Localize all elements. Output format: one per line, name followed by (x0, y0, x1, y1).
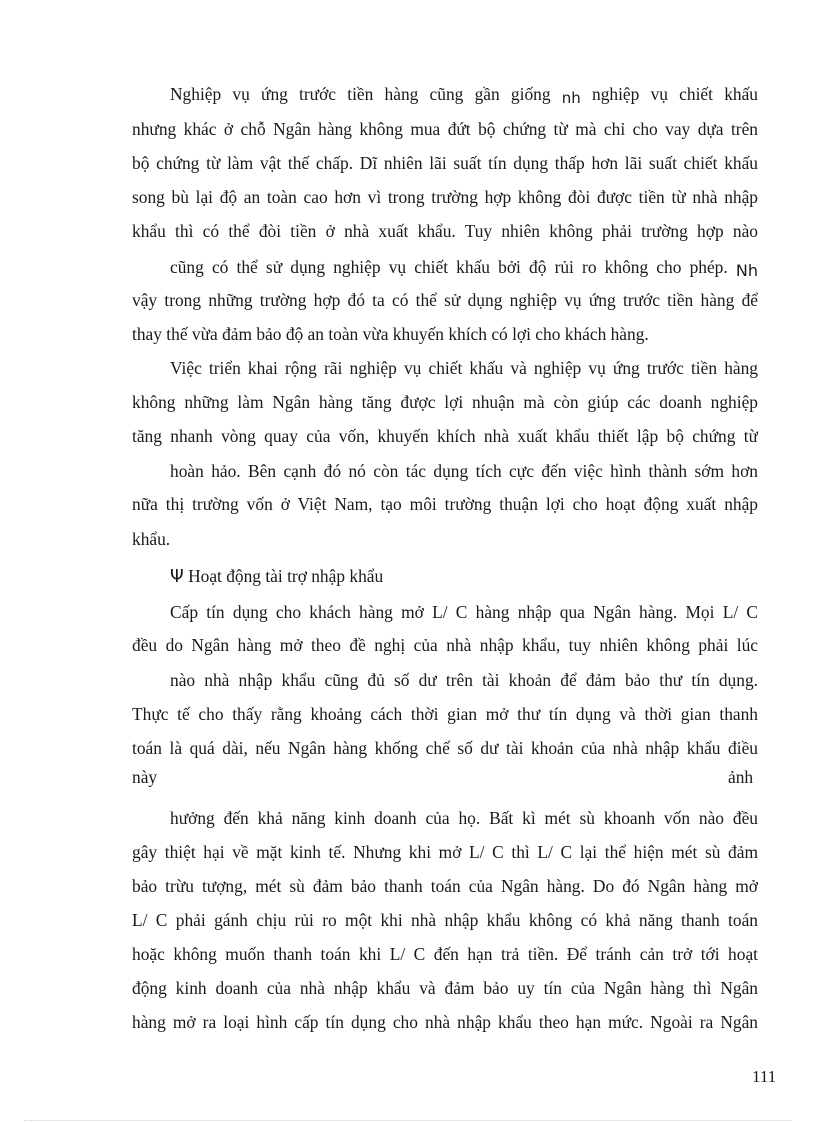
text-line: đều do Ngân hàng mở theo đề nghị của nhà nhập khẩu, tuy nhiên không phải lúc (132, 635, 758, 655)
text-line: Việc triển khai rộng rãi nghiệp vụ chiết khấu và nghiệp vụ ứng trước tiền hàng (170, 358, 758, 378)
text-fragment: ảnh (728, 767, 754, 787)
text-line: nào nhà nhập khẩu cũng đủ số dư trên tài khoản để đảm bảo thư tín dụng. (170, 670, 758, 690)
inline-fragment: Nh (735, 261, 758, 280)
text-line: Nghiệp vụ ứng trước tiền hàng cũng gần giống nh nghiệp vụ chiết khấu (170, 84, 758, 107)
text-line: thay thế vừa đảm bảo độ an toàn vừa khuyến khích có lợi cho khách hàng. (132, 324, 649, 344)
text-line: vậy trong những trường hợp đó ta có thể sử dụng nghiệp vụ ứng trước tiền hàng để (132, 290, 758, 310)
text-line: tăng nhanh vòng quay của vốn, khuyến khích nhà xuất khẩu thiết lập bộ chứng từ (132, 426, 758, 446)
text-line: nữa thị trường vốn ở Việt Nam, tạo môi trường thuận lợi cho hoạt động xuất nhập (132, 494, 758, 514)
text-line: không những làm Ngân hàng tăng được lợi nhuận mà còn giúp các doanh nghiệp (132, 392, 758, 412)
text-line: động kinh doanh của nhà nhập khẩu và đảm bảo uy tín của Ngân hàng thì Ngân (132, 978, 758, 998)
text-line: toán là quá dài, nếu Ngân hàng khống chế số dư tài khoản của nhà nhập khẩu điều (132, 738, 758, 758)
text-line: bộ chứng từ làm vật thế chấp. Dĩ nhiên lãi suất tín dụng thấp hơn lãi suất chiết khấu (132, 153, 758, 173)
text-line: Thực tế cho thấy rằng khoảng cách thời gian mở thư tín dụng và thời gian thanh (132, 704, 758, 724)
text-line: khẩu thì có thể đòi tiền ở nhà xuất khẩu. Tuy nhiên không phải trường hợp nào (132, 221, 758, 241)
page-number: 111 (752, 1067, 777, 1086)
text-line: Cấp tín dụng cho khách hàng mở L/ C hàng nhập qua Ngân hàng. Mọi L/ C (170, 602, 758, 622)
psi-bullet-icon: Ψ (170, 567, 184, 587)
text-line: cũng có thể sử dụng nghiệp vụ chiết khấu bởi độ rủi ro không cho phép. Nh (170, 257, 758, 280)
inline-fragment: nh (561, 89, 581, 107)
text-line: gây thiệt hại về mặt kinh tế. Nhưng khi mở L/ C thì L/ C lại thể hiện mét sù đảm (132, 842, 758, 862)
text-line: L/ C phải gánh chịu rủi ro một khi nhà nhập khẩu không có khả năng thanh toán (132, 910, 758, 930)
section-heading: Ψ Hoạt động tài trợ nhập khẩu (170, 566, 384, 587)
text-line: bảo trừu tượng, mét sù đảm bảo thanh toán của Ngân hàng. Do đó Ngân hàng mở (132, 876, 758, 896)
text-line: hàng mở ra loại hình cấp tín dụng cho nhà nhập khẩu theo hạn mức. Ngoài ra Ngân (132, 1012, 758, 1032)
text-line: nhưng khác ở chỗ Ngân hàng không mua đứt bộ chứng từ mà chỉ cho vay dựa trên (132, 119, 758, 139)
text-line: khẩu. (132, 529, 171, 549)
text-line: này (132, 767, 158, 787)
text-line: hưởng đến khả năng kinh doanh của họ. Bất kì mét sù khoanh vốn nào đều (170, 808, 758, 828)
text-line: hoặc không muốn thanh toán khi L/ C đến hạn trả tiền. Để tránh cản trở tới hoạt (132, 944, 758, 964)
footer-divider (24, 1120, 792, 1121)
text-line: song bù lại độ an toàn cao hơn vì trong trường hợp không đòi được tiền từ nhà nhập (132, 187, 758, 207)
text-line: hoàn hảo. Bên cạnh đó nó còn tác dụng tích cực đến việc hình thành sớm hơn (170, 461, 758, 481)
